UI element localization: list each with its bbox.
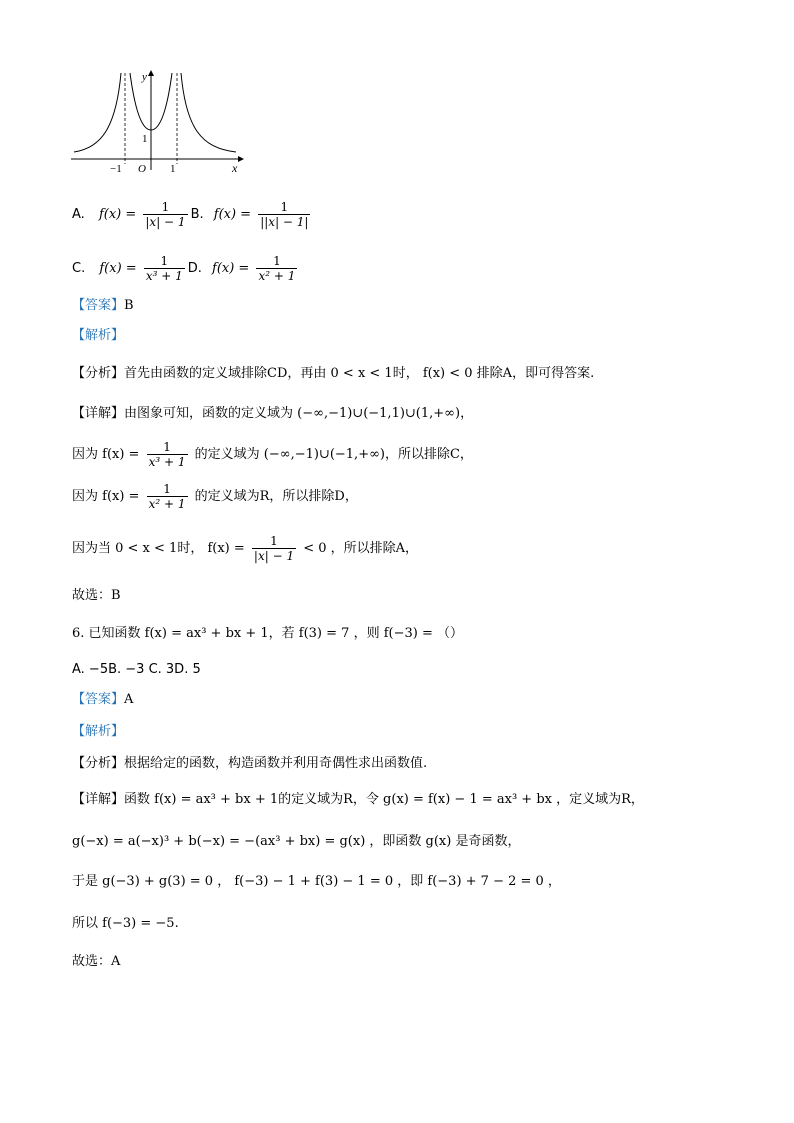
q5-exclude-d xyxy=(72,482,358,511)
q5-exclude-a-post: < 0 ，所以排除A， xyxy=(303,541,419,556)
x-axis-arrow xyxy=(238,156,244,162)
q5-exclude-c-fraction xyxy=(147,440,188,469)
tick-label-neg1: −1 xyxy=(110,163,122,175)
option-c-numerator: 1 xyxy=(160,254,169,268)
option-c-denominator: x³ + 1 xyxy=(145,269,183,283)
q6-fenxi-tag: 【分析】 xyxy=(72,756,125,771)
y-axis-label: y xyxy=(142,71,147,83)
q5-xiangjie-tag: 【详解】 xyxy=(72,406,125,421)
q6-fenxi-text: 根据给定的函数，构造函数并利用奇偶性求出函数值. xyxy=(124,756,428,771)
option-a-denominator: |x| − 1 xyxy=(145,215,186,229)
option-b-numerator: 1 xyxy=(280,200,289,214)
q6-stem: 6. 已知函数 f(x) = ax³ + bx + 1，若 f(3) = 7 ，则 f(−3) = （） xyxy=(72,626,463,641)
option-c-letter: C. xyxy=(72,261,86,276)
q5-exclude-d-pre: 因为 f(x) = xyxy=(72,489,140,504)
q6-conclusion: 故选：A xyxy=(72,954,121,969)
origin-label: O xyxy=(138,163,146,175)
tick-label-y1: 1 xyxy=(142,133,148,145)
option-d-fraction xyxy=(256,254,297,283)
x-axis-label: x xyxy=(232,161,238,175)
q5-exclude-a-denominator: |x| − 1 xyxy=(253,549,295,563)
q5-exclude-a xyxy=(72,534,418,563)
q5-answer-tag: 【答案】 xyxy=(72,298,125,313)
curve-left-branch xyxy=(74,73,121,152)
option-a-numerator: 1 xyxy=(161,200,170,214)
q5-exclude-d-denominator: x² + 1 xyxy=(148,497,186,511)
function-graph xyxy=(66,68,246,178)
q5-exclude-c xyxy=(72,440,473,469)
option-row-ab xyxy=(72,200,313,229)
q6-answer-value: A xyxy=(124,692,134,707)
q5-xiangjie xyxy=(72,404,473,424)
option-row-cd xyxy=(72,254,300,283)
q5-conclusion: 故选：B xyxy=(72,588,121,603)
option-b-letter: B. xyxy=(190,207,204,222)
q6-xiangjie-tag: 【详解】 xyxy=(72,792,125,807)
q5-exclude-c-pre: 因为 f(x) = xyxy=(72,447,140,462)
q6-xiangjie xyxy=(72,790,644,810)
tick-label-pos1: 1 xyxy=(170,163,176,175)
q5-exclude-d-fraction xyxy=(147,482,188,511)
y-axis-arrow xyxy=(148,70,154,76)
option-a-fx: f(x) = xyxy=(98,207,137,222)
q6-line-odd-function: g(−x) = a(−x)³ + b(−x) = −(ax³ + bx) = g(x) ，即函数 g(x) 是奇函数， xyxy=(72,834,521,849)
option-c-fraction xyxy=(144,254,185,283)
q6-analysis-tag xyxy=(72,722,124,742)
option-b-denominator: ||x| − 1| xyxy=(260,215,309,229)
q5-fenxi xyxy=(72,364,594,384)
q5-answer-value: B xyxy=(124,298,134,313)
option-a-fraction xyxy=(143,200,187,229)
q6-options: A. −5B. −3 C. 3D. 5 xyxy=(72,662,201,677)
q6-analysis-tag-text: 【解析】 xyxy=(72,724,125,739)
q6-fenxi xyxy=(72,754,427,774)
q5-analysis-tag xyxy=(72,326,124,346)
curve-right-branch xyxy=(181,73,236,152)
q6-answer-tag: 【答案】 xyxy=(72,692,125,707)
option-a-letter: A. xyxy=(72,207,85,222)
q5-exclude-a-fraction xyxy=(252,534,296,563)
q5-xiangjie-text: 由图象可知，函数的定义域为 (−∞,−1)∪(−1,1)∪(1,+∞)， xyxy=(124,406,474,421)
q5-exclude-c-post: 的定义域为 (−∞,−1)∪(−1,+∞)，所以排除C， xyxy=(194,447,473,462)
q5-exclude-c-numerator: 1 xyxy=(163,440,171,454)
option-b-fraction xyxy=(258,200,310,229)
option-d-fx: f(x) = xyxy=(212,261,250,276)
q5-fenxi-text: 首先由函数的定义域排除CD，再由 0 < x < 1时， f(x) < 0 排除A，即可得答案. xyxy=(124,366,595,381)
q5-fenxi-tag: 【分析】 xyxy=(72,366,125,381)
q5-exclude-a-numerator: 1 xyxy=(270,534,278,548)
q5-exclude-d-post: 的定义域为R，所以排除D， xyxy=(194,489,358,504)
q6-answer xyxy=(72,690,133,710)
option-c-fx: f(x) = xyxy=(99,261,137,276)
q5-exclude-c-denominator: x³ + 1 xyxy=(148,455,186,469)
q5-exclude-a-pre: 因为当 0 < x < 1时， f(x) = xyxy=(72,541,245,556)
q6-line-result: 所以 f(−3) = −5. xyxy=(72,916,179,931)
option-d-numerator: 1 xyxy=(273,254,281,268)
option-d-letter: D. xyxy=(187,261,202,276)
q6-xiangjie-text: 函数 f(x) = ax³ + bx + 1的定义域为R，令 g(x) = f(x) − 1 = ax³ + bx ，定义域为R， xyxy=(124,792,644,807)
q6-line-sum: 于是 g(−3) + g(3) = 0 ， f(−3) − 1 + f(3) − 1 = 0 ，即 f(−3) + 7 − 2 = 0 ， xyxy=(72,874,561,889)
q5-analysis-tag-text: 【解析】 xyxy=(72,328,125,343)
q5-answer xyxy=(72,296,134,316)
q5-exclude-d-numerator: 1 xyxy=(163,482,171,496)
option-b-fx: f(x) = xyxy=(213,207,252,222)
option-d-denominator: x² + 1 xyxy=(258,269,296,283)
